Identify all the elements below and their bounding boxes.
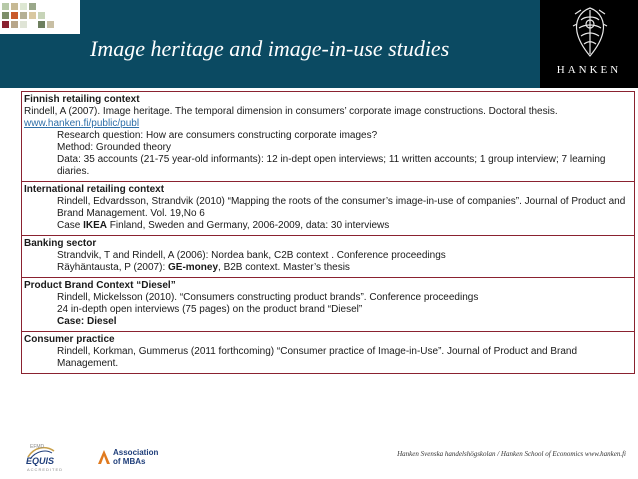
case-name: IKEA <box>83 220 108 231</box>
section-product-brand <box>22 278 634 332</box>
method-line: Method: Grounded theory <box>57 142 171 153</box>
interviews-line: 24 in-depth open interviews (75 pages) on the product brand “Diesel” <box>57 304 363 315</box>
section-title: Consumer practice <box>24 334 115 345</box>
amba-line-1: Association <box>113 448 159 457</box>
equis-label: EQUIS <box>26 456 55 466</box>
section-finnish-retailing <box>22 92 634 182</box>
reference-line: Rindell, Edvardsson, Strandvik (2010) “Mapping the roots of the consumer’s image-in-use of companies”. Journal of Product and Brand Management. Vol. 19,No 6 <box>57 196 626 219</box>
case-details: Finland, Sweden and Germany, 2006-2009, data: 30 interviews <box>107 220 390 231</box>
reference-line: Rindell, A (2007). Image heritage. The temporal dimension in consumers’ corporate image constructions. Doctoral thesis. <box>24 106 558 117</box>
section-title: Product Brand Context “Diesel” <box>24 280 176 291</box>
crest-icon <box>569 6 611 58</box>
section-title: Finnish retailing context <box>24 94 140 105</box>
efmd-label: EFMD <box>30 444 45 450</box>
thesis-author: Räyhäntausta, P (2007): <box>57 262 168 273</box>
amba-logo-icon <box>96 448 112 466</box>
reference-line: Rindell, Korkman, Gummerus (2011 forthcoming) “Consumer practice of Image-in-Use”. Journal of Product and Brand Management. <box>57 346 578 369</box>
equis-accredited-label: ACCREDITED <box>27 467 64 472</box>
amba-label <box>113 448 158 466</box>
amba-line-2: of MBAs <box>113 457 146 466</box>
reference-line: Strandvik, T and Rindell, A (2006): Nordea bank, C2B context . Conference proceedings <box>57 250 446 261</box>
research-question: Research question: How are consumers constructing corporate images? <box>57 130 378 141</box>
thesis-line <box>24 262 631 274</box>
section-title: International retailing context <box>24 184 165 195</box>
section-consumer-practice <box>22 332 634 373</box>
section-banking <box>22 236 634 278</box>
section-title: Banking sector <box>24 238 97 249</box>
reference-line: Rindell, Mickelsson (2010). “Consumers constructing product brands”. Conference proceedings <box>57 292 479 303</box>
case-line: Case: Diesel <box>57 316 117 327</box>
section-international-retailing <box>22 182 634 236</box>
publication-link[interactable]: www.hanken.fi/public/publ <box>24 118 140 129</box>
decorative-squares <box>0 0 80 34</box>
page-title: Image heritage and image-in-use studies <box>90 36 450 61</box>
footer-text: Hanken Svenska handelshögskolan / Hanken School of Economics www.hanken.fi <box>397 450 626 458</box>
data-line: Data: 35 accounts (21-75 year-old informants): 12 in-dept open interviews; 11 written accounts; 1 group interview; 7 learning diaries. <box>57 154 606 177</box>
case-line <box>24 220 631 232</box>
case-prefix: Case <box>57 220 84 231</box>
brand-name: HANKEN <box>556 64 622 76</box>
content-table <box>21 91 635 374</box>
thesis-company: GE-money <box>168 262 219 273</box>
thesis-details: , B2B context. Master’s thesis <box>218 262 350 273</box>
